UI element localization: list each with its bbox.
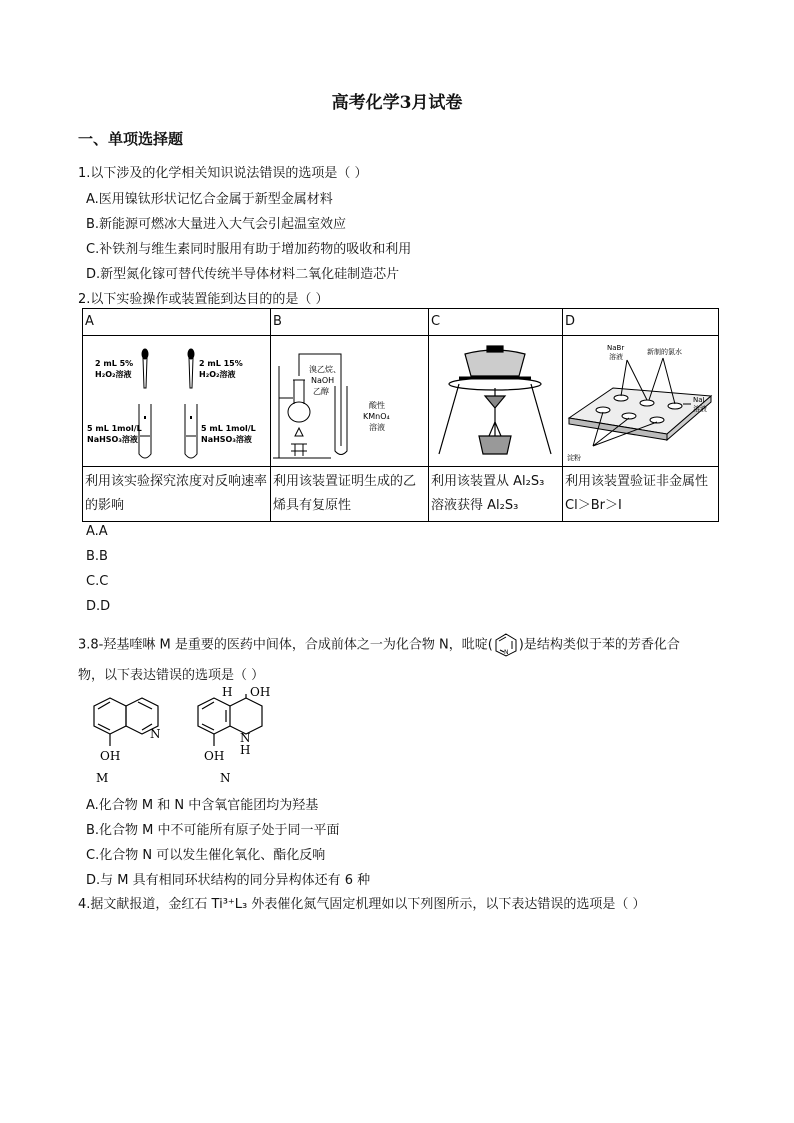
fig-d-label: 新制的氯水	[647, 348, 682, 356]
n-ring-h: H	[240, 743, 251, 757]
q2-header-c: C	[431, 314, 441, 329]
fig-d-label: 溶液	[609, 353, 623, 361]
q3-stem-part2: )是结构类似于苯的芳香化合	[518, 637, 680, 653]
q2-table	[82, 308, 719, 522]
q3-option-a[interactable]: A.化合物 M 和 N 中含氧官能团均为羟基	[86, 798, 319, 813]
q2-figure-c	[429, 336, 563, 467]
q3-stem-line2: 物，以下表达错误的选项是（ ）	[78, 668, 265, 683]
test-tubes-figure	[83, 336, 270, 466]
q2-cell-a	[83, 309, 271, 336]
fig-d-label: NaBr	[607, 344, 625, 352]
q2-option-c[interactable]: C.C	[86, 574, 109, 589]
pyridine-icon	[493, 632, 519, 658]
fig-d-label: 溶液	[693, 405, 707, 413]
m-ring-n: N	[150, 727, 161, 741]
svg-text:N: N	[503, 649, 509, 656]
q2-figure-b	[271, 336, 429, 467]
q2-caption-a: 利用该实验探究浓度对反响速率的影响	[85, 474, 268, 513]
fig-d-label: 淀粉	[567, 454, 581, 462]
m-label: M	[96, 771, 109, 785]
q2-caption-d: 利用该装置验证非金属性Cl＞Br＞I	[565, 474, 709, 513]
spot-plate-figure	[563, 336, 718, 466]
q2-stem: 2.以下实验操作或装置能到达目的的是（ ）	[78, 292, 329, 307]
q4-stem: 4.据文献报道，金红石 Ti³⁺L₃ 外表催化氮气固定机理如以下列图所示，以下表达错误的选项是（ ）	[78, 897, 646, 912]
n-ring-n: N	[240, 731, 251, 745]
n-h-label: H	[222, 685, 233, 699]
q2-header-d: D	[565, 314, 576, 329]
q3-structures-figure	[72, 684, 292, 788]
q1-option-b[interactable]: B.新能源可燃冰大量进入大气会引起温室效应	[86, 217, 347, 232]
fig-a-label: NaHSO₃溶液	[201, 435, 252, 444]
q2-header-a: A	[85, 314, 94, 329]
fig-d-label: NaI	[693, 396, 705, 404]
evaporation-figure	[429, 336, 562, 466]
q1-option-c[interactable]: C.补铁剂与维生素同时服用有助于增加药物的吸收和利用	[86, 242, 412, 257]
m-oh-label: OH	[100, 749, 121, 763]
q2-option-a[interactable]: A.A	[86, 524, 108, 539]
n-oh2-label: OH	[204, 749, 225, 763]
q2-cell-b	[271, 309, 429, 336]
q2-caption-c: 利用该装置从 Al₂S₃ 溶液获得 Al₂S₃	[431, 474, 545, 513]
fig-b-label: 乙醇	[313, 387, 329, 396]
q2-option-b[interactable]: B.B	[86, 549, 108, 564]
q2-option-d[interactable]: D.D	[86, 599, 111, 614]
q2-cell-d	[563, 309, 719, 336]
fig-a-label: H₂O₂溶液	[199, 370, 236, 379]
page-title: 高考化学3月试卷	[331, 93, 463, 113]
fig-b-label: 酸性	[369, 401, 385, 410]
q1-option-d[interactable]: D.新型氮化镓可替代传统半导体材料二氧化硅制造芯片	[86, 267, 400, 282]
q1-stem: 1.以下涉及的化学相关知识说法错误的选项是（ ）	[78, 166, 368, 181]
section-heading: 一、单项选择题	[78, 130, 184, 148]
q2-figure-a	[83, 336, 271, 467]
fig-b-label: 溴乙烷、	[309, 365, 341, 374]
q2-header-b: B	[273, 314, 282, 329]
q3-stem-line1	[78, 632, 680, 658]
q1-option-a[interactable]: A.医用镍钛形状记忆合金属于新型金属材料	[86, 192, 333, 207]
fig-b-label: 溶液	[369, 423, 385, 432]
q2-cell-c	[429, 309, 563, 336]
q2-figure-d	[563, 336, 719, 467]
q3-option-d[interactable]: D.与 M 具有相同环状结构的同分异构体还有 6 种	[86, 873, 371, 888]
q2-caption-b: 利用该装置证明生成的乙烯具有复原性	[273, 474, 417, 513]
fig-a-label: H₂O₂溶液	[95, 370, 132, 379]
fig-a-label: 5 mL 1mol/L	[87, 424, 142, 433]
q3-option-b[interactable]: B.化合物 M 中不可能所有原子处于同一平面	[86, 823, 340, 838]
fig-b-label: NaOH	[311, 376, 335, 385]
ethylene-apparatus-figure	[271, 336, 428, 466]
q3-option-c[interactable]: C.化合物 N 可以发生催化氧化、酯化反响	[86, 848, 326, 863]
n-label: N	[220, 771, 231, 785]
fig-b-label: KMnO₄	[363, 412, 390, 421]
fig-a-label: 5 mL 1mol/L	[201, 424, 256, 433]
fig-a-label: NaHSO₃溶液	[87, 435, 138, 444]
fig-a-label: 2 mL 15%	[199, 359, 243, 368]
fig-a-label: 2 mL 5%	[95, 359, 134, 368]
q3-stem-part1: 3.8-羟基喹啉 M 是重要的医药中间体，合成前体之一为化合物 N，吡啶(	[78, 637, 493, 653]
n-oh-label: OH	[250, 685, 271, 699]
